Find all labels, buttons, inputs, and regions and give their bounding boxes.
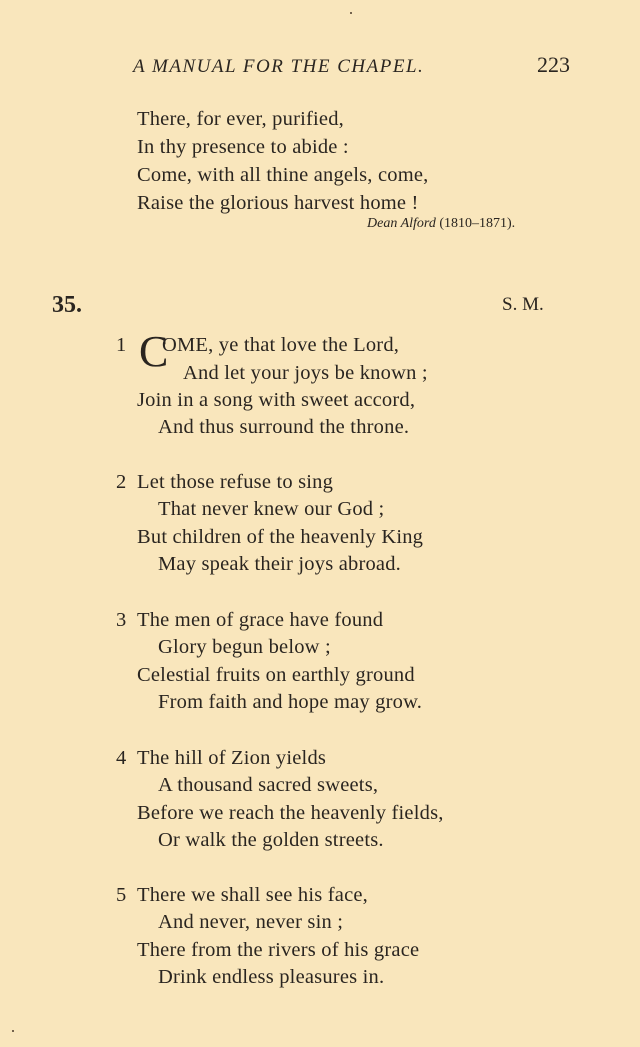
stanza-line: Or walk the golden streets. bbox=[158, 829, 384, 851]
stanza-line: May speak their joys abroad. bbox=[158, 553, 401, 575]
paper-speck bbox=[12, 1030, 14, 1032]
stanza-number: 2 bbox=[116, 471, 127, 493]
attribution bbox=[367, 216, 515, 232]
stanza-line: But children of the heavenly King bbox=[137, 526, 424, 548]
stanza-number: 1 bbox=[116, 334, 127, 356]
paper-speck bbox=[350, 12, 352, 14]
stanza-line: And never, never sin ; bbox=[158, 911, 344, 933]
stanza-line: Join in a song with sweet accord, bbox=[137, 389, 416, 411]
prev-hymn-line: In thy presence to abide : bbox=[137, 136, 349, 158]
prev-hymn-line: Come, with all thine angels, come, bbox=[137, 164, 429, 186]
stanza-line: Glory begun below ; bbox=[158, 636, 331, 658]
stanza-line: From faith and hope may grow. bbox=[158, 691, 423, 713]
prev-hymn-line: Raise the glorious harvest home ! bbox=[137, 192, 419, 214]
stanza-line: OME, ye that love the Lord, bbox=[162, 334, 400, 356]
stanza-line: There we shall see his face, bbox=[137, 884, 368, 906]
stanza-line: Before we reach the heavenly fields, bbox=[137, 802, 444, 824]
stanza-line: And let your joys be known ; bbox=[183, 362, 428, 384]
stanza-line: And thus surround the throne. bbox=[158, 416, 410, 438]
stanza-line: Celestial fruits on earthly ground bbox=[137, 664, 415, 686]
stanza-number: 3 bbox=[116, 609, 127, 631]
prev-hymn-line: There, for ever, purified, bbox=[137, 108, 344, 130]
stanza-line: The men of grace have found bbox=[137, 609, 384, 631]
stanza-line: There from the rivers of his grace bbox=[137, 939, 420, 961]
running-head: A MANUAL FOR THE CHAPEL. bbox=[133, 56, 425, 77]
hymn-meter: S. M. bbox=[502, 294, 544, 315]
page-number: 223 bbox=[537, 52, 570, 77]
attribution-dates: (1810–1871). bbox=[439, 216, 516, 231]
stanza-number: 4 bbox=[116, 747, 127, 769]
hymn-number: 35. bbox=[52, 292, 82, 318]
drop-cap: C bbox=[139, 327, 169, 376]
stanza-line: That never knew our God ; bbox=[158, 498, 385, 520]
stanza-number: 5 bbox=[116, 884, 127, 906]
stanza-line: A thousand sacred sweets, bbox=[158, 774, 379, 796]
attribution-author: Dean Alford bbox=[367, 216, 436, 231]
stanza-line: Drink endless pleasures in. bbox=[158, 966, 385, 988]
stanza-line: Let those refuse to sing bbox=[137, 471, 334, 493]
stanza-line: The hill of Zion yields bbox=[137, 747, 327, 769]
